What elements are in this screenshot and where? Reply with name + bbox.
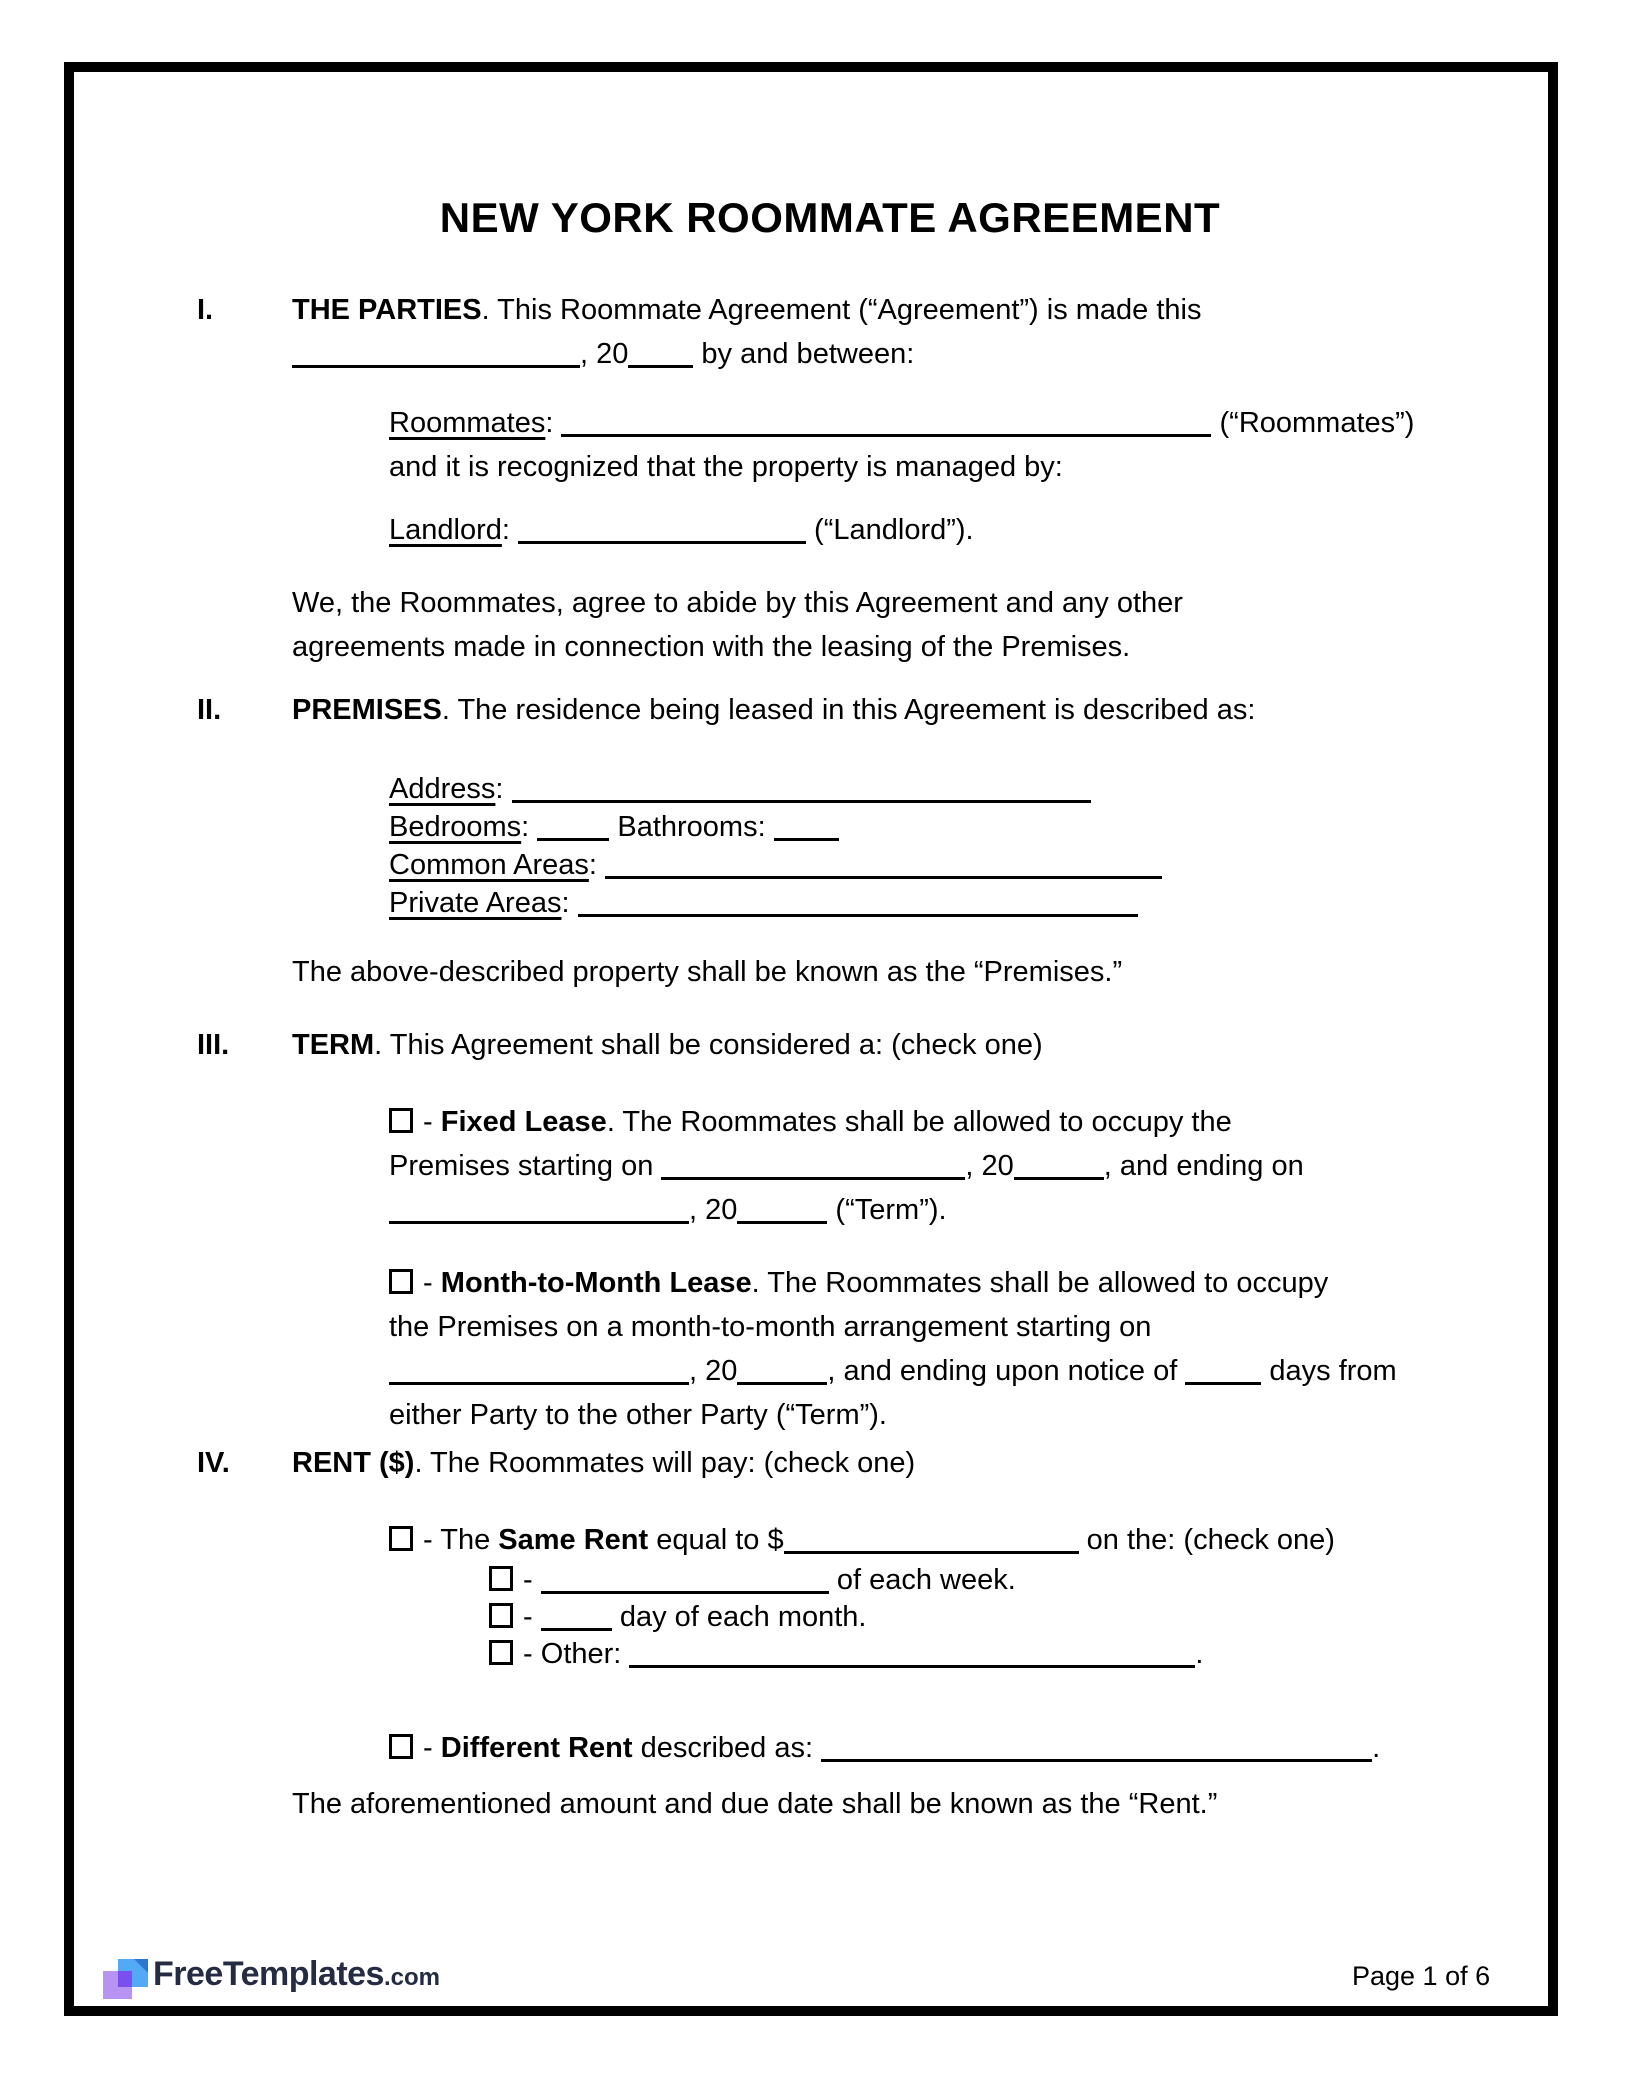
option-text: equal to $: [648, 1524, 784, 1556]
option-text: Premises starting on: [389, 1150, 662, 1182]
option-text: .: [1372, 1732, 1381, 1764]
start-date-blank: [661, 1157, 965, 1180]
section-text: by and between:: [693, 338, 915, 370]
same-rent-option: [389, 1518, 1335, 1673]
section-numeral: IV.: [197, 1447, 230, 1479]
section-term: [197, 1023, 1043, 1067]
bedrooms-line: [389, 808, 1162, 846]
dash: -: [515, 1564, 541, 1596]
colon: :: [501, 514, 518, 546]
option-line: [389, 1349, 1397, 1393]
paragraph-line: We, the Roommates, agree to abide by this Agreement and any other: [292, 587, 1183, 619]
document-title: NEW YORK ROOMMATE AGREEMENT: [439, 194, 1221, 241]
option-text: , 20: [965, 1150, 1014, 1182]
roommates-blank: [561, 414, 1211, 437]
option-text: , 20: [689, 1355, 738, 1387]
paragraph-line: agreements made in connection with the leasing of the Premises.: [292, 631, 1131, 663]
roommates-line: [389, 401, 1414, 445]
other-blank: [629, 1645, 1195, 1668]
bedrooms-blank: [537, 818, 609, 841]
same-rent-suboptions: [489, 1562, 1335, 1673]
checkbox-each-week-icon: [489, 1566, 513, 1591]
different-rent-option: [389, 1726, 1380, 1770]
option-text: . The Roommates shall be allowed to occupy: [751, 1267, 1329, 1299]
colon: :: [588, 849, 605, 881]
suboption-line: [489, 1562, 1335, 1599]
month-to-month-option: [389, 1261, 1397, 1437]
logo-brand-text: FreeTemplates: [153, 1955, 384, 1993]
page-number: Page 1 of 6: [1352, 1961, 1491, 1991]
freetemplates-logo-icon: [103, 1957, 153, 2001]
fixed-lease-option: [389, 1100, 1304, 1232]
section-numeral: III.: [197, 1029, 230, 1061]
address-label: Address: [389, 773, 496, 805]
rent-amount-blank: [784, 1531, 1079, 1554]
option-line: [389, 1261, 1397, 1305]
landlord-paren: (“Landlord”).: [806, 514, 974, 546]
roommates-field: [389, 401, 1414, 489]
section-heading: THE PARTIES: [292, 294, 482, 326]
checkbox-different-rent-icon: [389, 1734, 413, 1759]
year-blank: [1014, 1157, 1104, 1180]
section-heading: PREMISES: [292, 694, 442, 726]
premises-fields: [389, 770, 1162, 922]
option-label: Different Rent: [440, 1732, 633, 1764]
section-premises: [197, 688, 1255, 732]
dash: - The: [415, 1524, 499, 1556]
roommates-label: Roommates: [389, 407, 546, 439]
suboption-line: [489, 1636, 1335, 1673]
notice-days-blank: [1185, 1362, 1261, 1385]
freetemplates-logo: [103, 1955, 440, 2003]
colon: :: [521, 811, 538, 843]
private-areas-blank: [578, 894, 1138, 917]
option-text: days from: [1261, 1355, 1397, 1387]
section-text: . This Roommate Agreement (“Agreement”) is made this: [481, 294, 1202, 326]
landlord-label: Landlord: [389, 514, 502, 546]
section-rent: [197, 1441, 915, 1485]
suboption-line: [489, 1599, 1335, 1636]
colon: :: [545, 407, 562, 439]
landlord-field: [389, 508, 974, 552]
dash: -: [515, 1601, 541, 1633]
dash: -: [415, 1106, 441, 1138]
section-numeral: I.: [197, 294, 214, 326]
year-blank: [737, 1201, 827, 1224]
option-line: [389, 1188, 1304, 1232]
premises-known-paragraph: The above-described property shall be known as the “Premises.”: [292, 956, 1123, 988]
option-text: , and ending upon notice of: [827, 1355, 1186, 1387]
day-of-month-blank: [541, 1608, 612, 1631]
section-text: . The residence being leased in this Agreement is described as:: [441, 694, 1256, 726]
option-line: the Premises on a month-to-month arrangement starting on: [389, 1311, 1152, 1343]
weekday-blank: [541, 1571, 829, 1594]
option-text: , 20: [689, 1194, 738, 1226]
section-line: [197, 288, 1202, 332]
landlord-blank: [518, 521, 806, 544]
suboption-text: of each week.: [828, 1564, 1016, 1596]
section-text: . This Agreement shall be considered a: (check one): [374, 1029, 1043, 1061]
option-label: Month-to-Month Lease: [440, 1267, 752, 1299]
option-line: [389, 1144, 1304, 1188]
section-line: [292, 332, 1202, 376]
rent-known-paragraph: The aforementioned amount and due date shall be known as the “Rent.”: [292, 1788, 1218, 1820]
option-text: , and ending on: [1103, 1150, 1304, 1182]
end-date-blank: [389, 1201, 689, 1224]
option-line: either Party to the other Party (“Term”).: [389, 1399, 887, 1431]
section-heading: RENT ($): [292, 1447, 415, 1479]
checkbox-each-month-icon: [489, 1603, 513, 1628]
address-line: [389, 770, 1162, 808]
year-blank: [628, 345, 693, 368]
section-heading: TERM: [292, 1029, 375, 1061]
logo-overlap-square: [118, 1971, 132, 1987]
option-label: Same Rent: [498, 1524, 649, 1556]
common-areas-blank: [605, 856, 1162, 879]
common-areas-line: [389, 846, 1162, 884]
year-blank: [737, 1362, 827, 1385]
bathrooms-blank: [774, 818, 839, 841]
roommates-paren: (“Roommates”): [1211, 407, 1415, 439]
common-areas-label: Common Areas: [389, 849, 589, 881]
option-text: described as:: [632, 1732, 822, 1764]
bathrooms-label: Bathrooms:: [609, 811, 774, 843]
colon: :: [561, 887, 578, 919]
bedrooms-label: Bedrooms: [389, 811, 522, 843]
checkbox-other-icon: [489, 1640, 513, 1665]
checkbox-same-rent-icon: [389, 1526, 413, 1551]
checkbox-fixed-lease-icon: [389, 1108, 413, 1133]
section-text: , 20: [580, 338, 629, 370]
address-blank: [512, 780, 1091, 803]
section-the-parties: [197, 288, 1202, 376]
suboption-text: .: [1195, 1638, 1204, 1670]
option-text: on the: (check one): [1078, 1524, 1335, 1556]
colon: :: [495, 773, 512, 805]
option-text: (“Term”).: [827, 1194, 947, 1226]
logo-fold-corner: [134, 1959, 148, 1973]
section-numeral: II.: [197, 694, 222, 726]
private-areas-line: [389, 884, 1162, 922]
private-areas-label: Private Areas: [389, 887, 562, 919]
option-line: [389, 1518, 1335, 1562]
date-blank: [292, 345, 580, 368]
option-text: . The Roommates shall be allowed to occupy the: [606, 1106, 1232, 1138]
different-rent-blank: [821, 1739, 1372, 1762]
suboption-text: day of each month.: [611, 1601, 867, 1633]
option-line: [389, 1100, 1304, 1144]
checkbox-month-to-month-icon: [389, 1269, 413, 1294]
section-text: . The Roommates will pay: (check one): [414, 1447, 916, 1479]
option-label: Fixed Lease: [440, 1106, 607, 1138]
dash: -: [415, 1267, 441, 1299]
managed-by-line: and it is recognized that the property is managed by:: [389, 451, 1063, 483]
dash: -: [415, 1732, 441, 1764]
start-date-blank: [389, 1362, 689, 1385]
logo-tld-text: .com: [383, 1964, 440, 1991]
agree-paragraph: [292, 581, 1183, 669]
suboption-text: - Other:: [515, 1638, 630, 1670]
